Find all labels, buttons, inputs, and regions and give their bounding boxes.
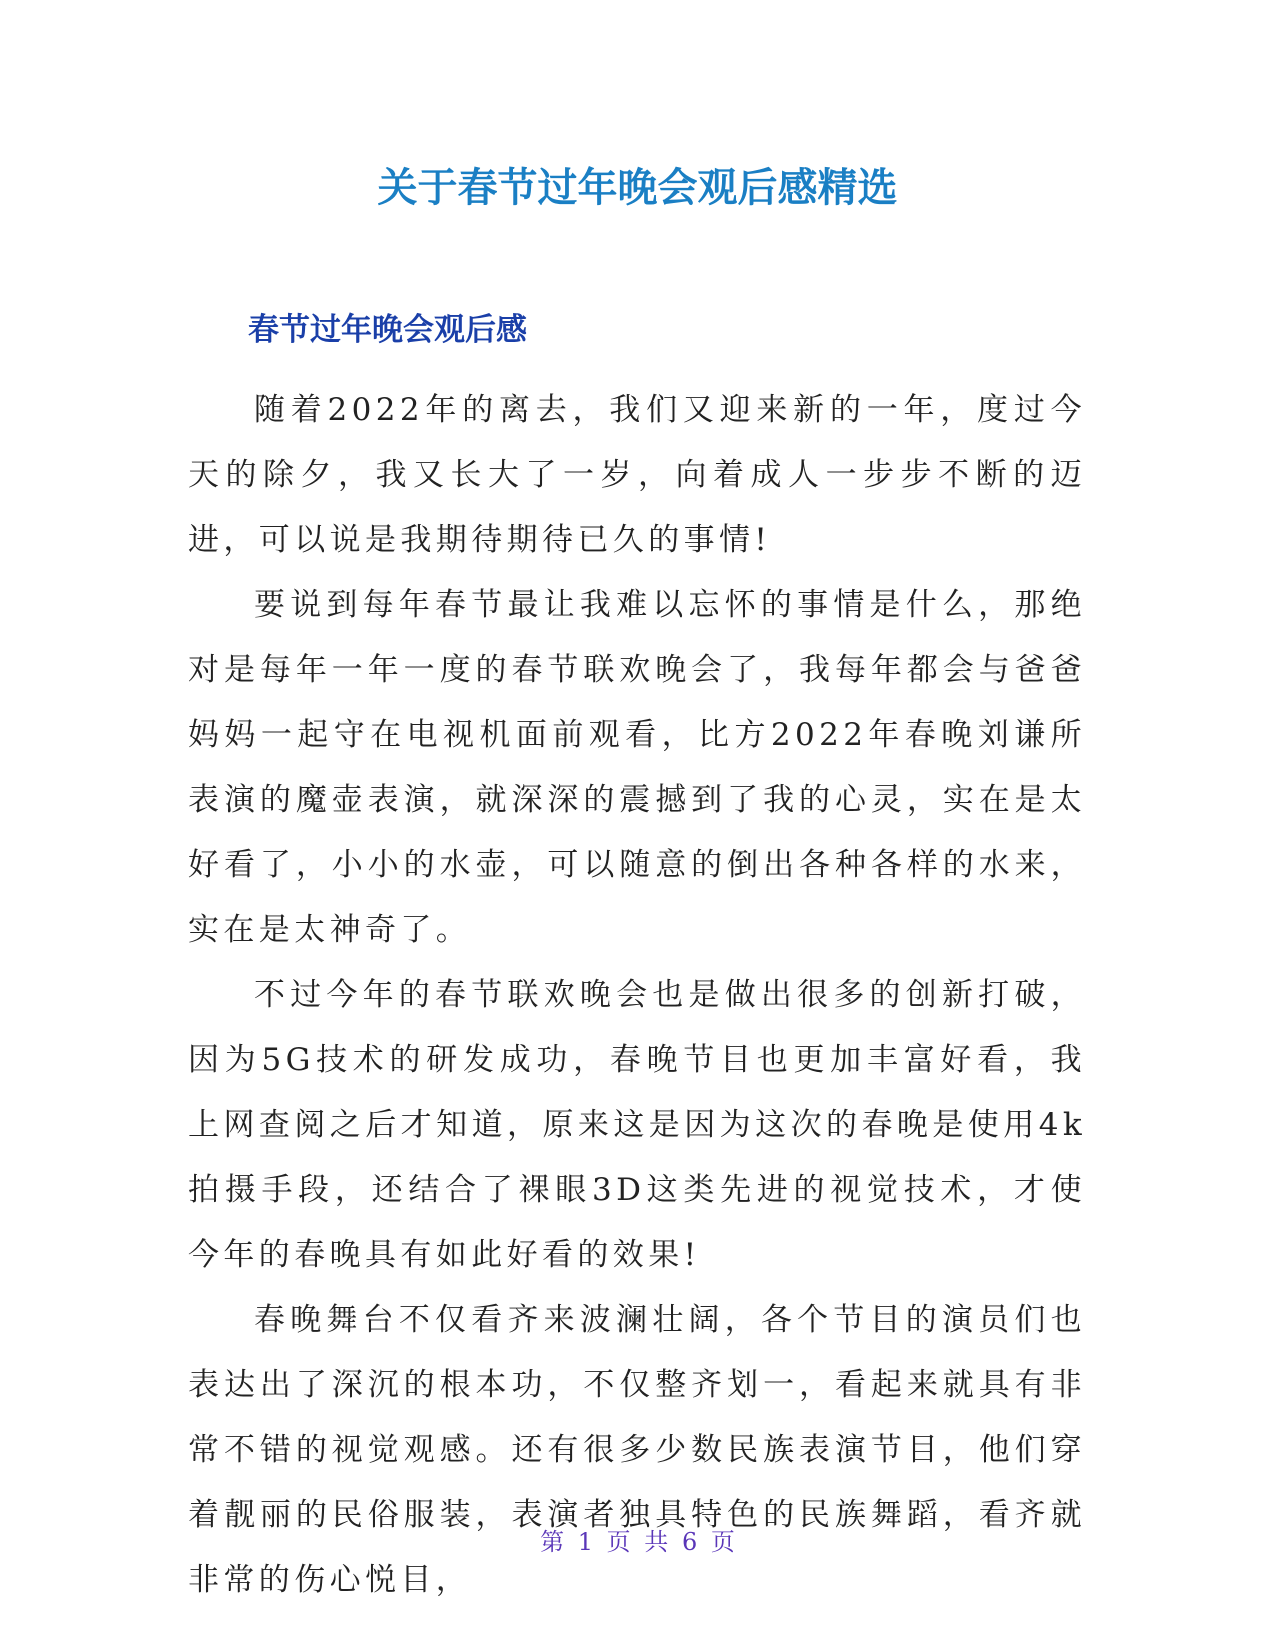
paragraph-2: 要说到每年春节最让我难以忘怀的事情是什么，那绝对是每年一年一度的春节联欢晚会了，我每年都会与爸爸妈妈一起守在电视机面前观看，比方2022年春晚刘谦所表演的魔壶表演，就深深的震撼到了我的心灵，实在是太好看了，小小的水壶，可以随意的倒出各种各样的水来，实在是太神奇了。 bbox=[188, 587, 1086, 948]
paragraph-1: 随着2022年的离去，我们又迎来新的一年，度过今天的除夕，我又长大了一岁，向着成人一步步不断的迈进，可以说是我期待期待已久的事情! bbox=[188, 392, 1086, 558]
document-title: 关于春节过年晚会观后感精选 bbox=[377, 165, 898, 211]
body-text bbox=[188, 378, 1086, 1613]
paragraph-4: 春晚舞台不仅看齐来波澜壮阔，各个节目的演员们也表达出了深沉的根本功，不仅整齐划一，看起来就具有非常不错的视觉观感。还有很多少数民族表演节目，他们穿着靓丽的民俗服装，表演者独具特色的民族舞蹈，看齐就非常的伤心悦目， bbox=[188, 1302, 1086, 1598]
page-footer: 第 1 页 共 6 页 bbox=[540, 1528, 735, 1556]
paragraph-3: 不过今年的春节联欢晚会也是做出很多的创新打破，因为5G技术的研发成功，春晚节目也更加丰富好看，我上网查阅之后才知道，原来这是因为这次的春晚是使用4k拍摄手段，还结合了裸眼3D这类先进的视觉技术，才使今年的春晚具有如此好看的效果! bbox=[188, 977, 1086, 1273]
section-heading: 春节过年晚会观后感 bbox=[248, 312, 527, 348]
